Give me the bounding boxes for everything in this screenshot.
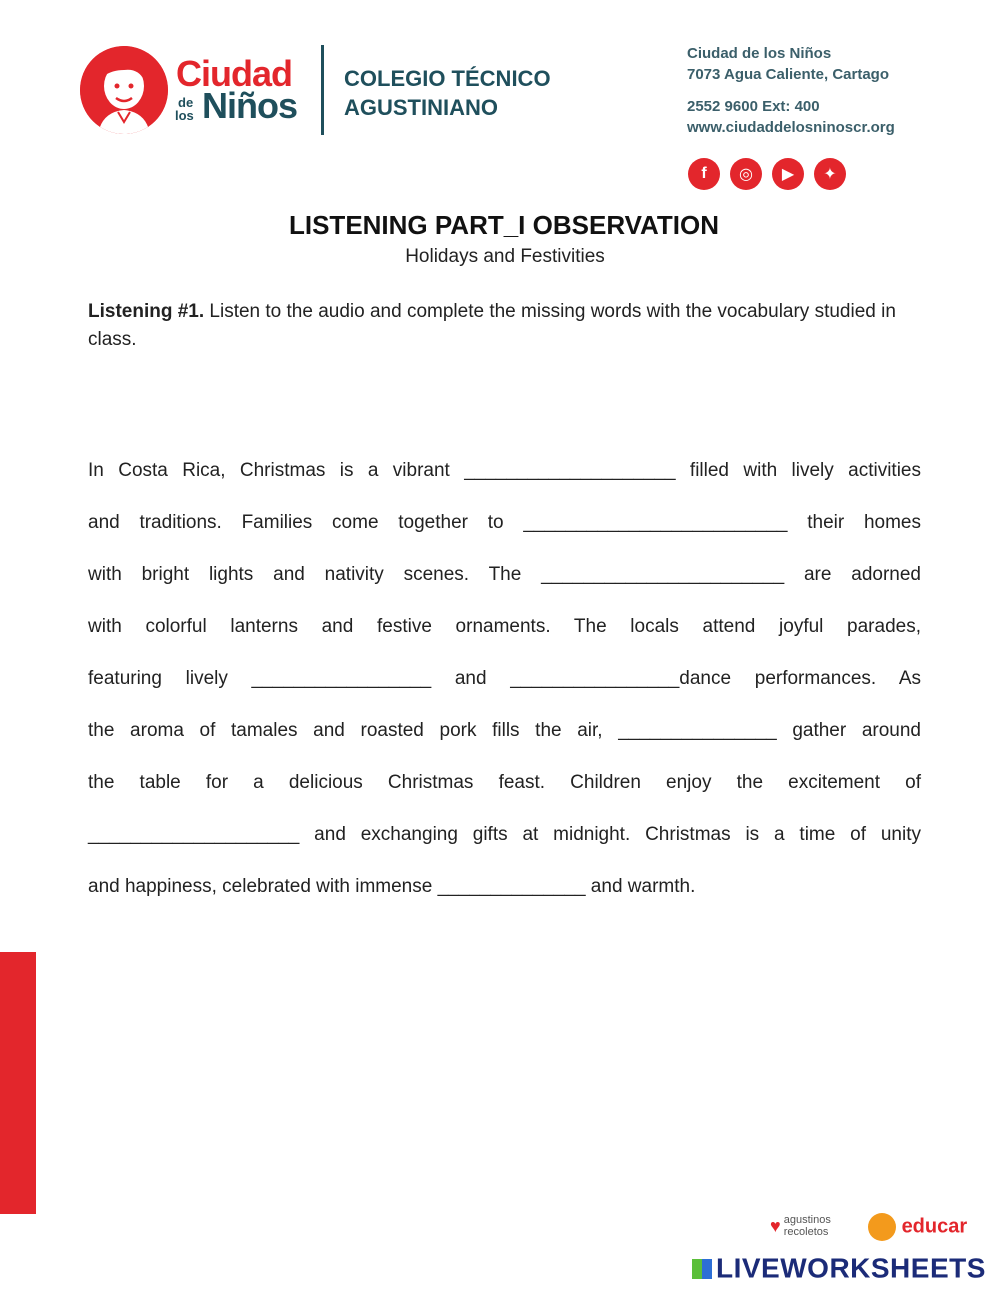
liveworksheets-icon	[692, 1259, 712, 1279]
logo-text-los: los	[175, 108, 194, 123]
contact-website[interactable]: www.ciudaddelosninoscr.org	[687, 119, 895, 136]
logo-text-de: de	[178, 95, 194, 110]
instructions-text: Listen to the audio and complete the missing words with the vocabulary studied in class.	[88, 301, 896, 350]
recoletos-text: recoletos	[783, 1226, 829, 1238]
educar-circle-icon	[868, 1213, 896, 1241]
educar-logo	[868, 1213, 967, 1241]
decorative-red-bar	[0, 952, 36, 1214]
instagram-icon[interactable]: ◎	[730, 158, 762, 190]
logo-divider	[321, 45, 324, 135]
passage-line: with colorful lanterns and festive ornaments. The locals attend joyful parades,	[88, 616, 921, 637]
page-subtitle: Holidays and Festivities	[405, 246, 605, 267]
youtube-icon[interactable]: ▶	[772, 158, 804, 190]
agustinos-recoletos-logo	[770, 1214, 831, 1238]
passage-line: and traditions. Families come together to _________________________ their homes	[88, 512, 921, 533]
logo-text-ninos: Niños	[202, 85, 298, 126]
ciudad-de-los-ninos-logo	[80, 46, 168, 134]
passage-line: featuring lively _________________ and ________________dance performances. As	[88, 668, 921, 689]
liveworksheets-logo[interactable]	[692, 1251, 986, 1285]
twitter-icon[interactable]: ✦	[814, 158, 846, 190]
passage-line: In Costa Rica, Christmas is a vibrant ____________________ filled with lively activities	[88, 460, 921, 481]
contact-name: Ciudad de los Niños	[687, 45, 832, 62]
educar-text: educar	[901, 1215, 968, 1238]
school-name-line2: AGUSTINIANO	[344, 95, 498, 120]
instructions	[88, 298, 898, 354]
instructions-label: Listening #1.	[88, 301, 205, 322]
liveworksheets-text: LIVEWORKSHEETS	[716, 1252, 986, 1284]
contact-address: 7073 Agua Caliente, Cartago	[687, 66, 890, 83]
passage-line: the aroma of tamales and roasted pork fills the air, _______________ gather around	[88, 720, 921, 741]
passage-line: ____________________ and exchanging gifts at midnight. Christmas is a time of unity	[88, 824, 921, 845]
passage-line: the table for a delicious Christmas feast. Children enjoy the excitement of	[88, 772, 921, 793]
boy-face-icon	[80, 46, 168, 134]
agustinos-text: agustinos	[783, 1214, 831, 1226]
heart-icon: ♥	[770, 1216, 781, 1236]
passage-line: with bright lights and nativity scenes. The _______________________ are adorned	[88, 564, 921, 585]
logo-text-ciudad: Ciudad	[176, 53, 292, 94]
page-title: LISTENING PART_I OBSERVATION	[288, 210, 719, 240]
school-name-line1: COLEGIO TÉCNICO	[344, 66, 551, 91]
facebook-icon[interactable]: f	[688, 158, 720, 190]
contact-phone: 2552 9600 Ext: 400	[687, 98, 820, 115]
passage-line: and happiness, celebrated with immense ______________ and warmth.	[88, 876, 696, 897]
